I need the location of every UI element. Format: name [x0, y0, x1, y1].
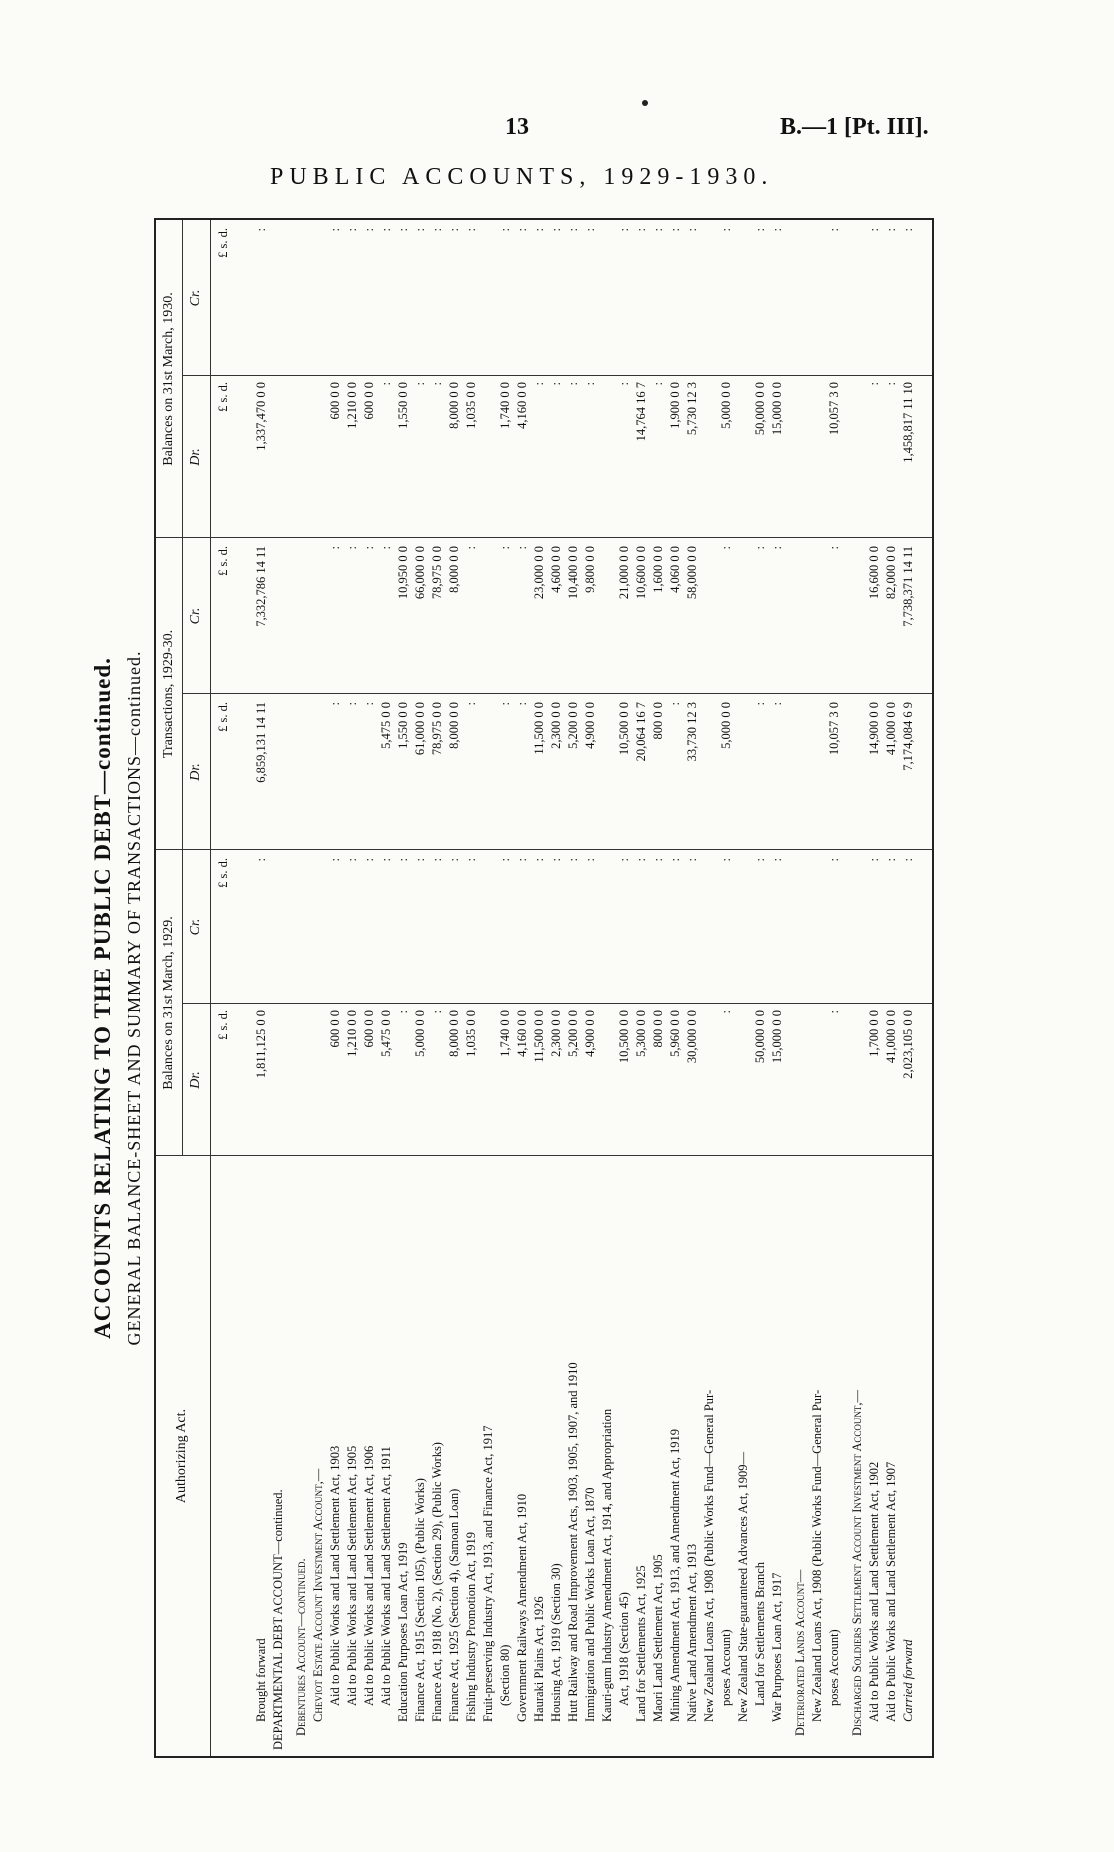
row-label: Finance Act, 1915 (Section 105), (Public Works) [413, 1478, 427, 1722]
cell-b30cr: : [651, 228, 665, 232]
row-label: (Section 80) [498, 1644, 512, 1706]
cell-b30dr: 1,740 0 0 [498, 382, 512, 429]
cell-b30dr: 5,730 12 3 [685, 382, 699, 436]
row-label: Aid to Public Works and Land Settlement Act, 1907 [884, 1461, 898, 1722]
table-row [827, 220, 841, 1756]
cell-tcr: 10,950 0 0 [396, 546, 410, 600]
table-row [668, 220, 682, 1756]
cell-b29cr: : [753, 858, 767, 862]
cell-b29dr: 5,300 0 0 [634, 1010, 648, 1057]
cell-b30dr: : [549, 382, 563, 386]
table-row [271, 220, 285, 1756]
cell-b29dr: 1,210 0 0 [345, 1010, 359, 1057]
cell-tcr: : [464, 546, 478, 550]
cell-b30cr: : [396, 228, 410, 232]
cell-tdr: 10,057 3 0 [827, 702, 841, 756]
row-label: Aid to Public Works and Land Settlement Act, 1903 [328, 1445, 342, 1706]
cell-b30dr: 1,337,470 0 0 [254, 382, 268, 451]
table-row [583, 220, 597, 1756]
table-row [396, 220, 410, 1756]
cell-tdr: 6,859,131 14 11 [254, 702, 268, 783]
row-label: Deteriorated Lands Account— [793, 1569, 807, 1736]
cell-b30cr: : [634, 228, 648, 232]
units-label: £ s. d. [216, 546, 230, 576]
cell-b29dr: 800 0 0 [651, 1010, 665, 1048]
cell-b30dr: : [566, 382, 580, 386]
cell-b29dr: 600 0 0 [362, 1010, 376, 1048]
cell-tcr: 16,600 0 0 [867, 546, 881, 600]
cell-b29cr: : [867, 858, 881, 862]
cell-tdr: : [328, 702, 342, 706]
header-transactions: Transactions, 1929-30. [161, 629, 176, 759]
cell-b29cr: : [583, 858, 597, 862]
table-row [901, 220, 915, 1756]
cell-tdr: : [498, 702, 512, 706]
cell-b30dr: 600 0 0 [362, 382, 376, 420]
cell-b30dr: 8,000 0 0 [447, 382, 461, 429]
cell-b30cr: : [430, 228, 444, 232]
cell-b30cr: : [328, 228, 342, 232]
cell-b29dr: 2,023,105 0 0 [901, 1010, 915, 1079]
cell-b30dr: 50,000 0 0 [753, 382, 767, 436]
cell-tcr: : [515, 546, 529, 550]
table-row [345, 220, 359, 1756]
row-label: poses Account) [827, 1629, 841, 1706]
cell-tdr: : [345, 702, 359, 706]
cell-b30cr: : [770, 228, 784, 232]
table-row [600, 220, 614, 1756]
balance-sheet-table [154, 218, 934, 1758]
row-label: Aid to Public Works and Land Settlement Act, 1902 [867, 1461, 881, 1722]
units-label: £ s. d. [216, 1010, 230, 1040]
table-row [294, 220, 308, 1756]
cell-b30cr: : [362, 228, 376, 232]
cell-tdr: : [362, 702, 376, 706]
cell-b29cr: : [447, 858, 461, 862]
row-label: Mining Amendment Act, 1913, and Amendment Act, 1919 [668, 1428, 682, 1722]
table-row [328, 220, 342, 1756]
row-label: Kauri-gum Industry Amendment Act, 1914, and Appropriation [600, 1408, 614, 1722]
cell-b29cr: : [532, 858, 546, 862]
units-label: £ s. d. [216, 382, 230, 412]
cell-b29dr: : [430, 1010, 444, 1014]
cell-b30dr: : [583, 382, 597, 386]
table-row [481, 220, 495, 1756]
cell-tdr: : [770, 702, 784, 706]
row-label: Land for Settlements Branch [753, 1561, 767, 1706]
row-label: poses Account) [719, 1629, 733, 1706]
header-cr: Cr. [188, 289, 203, 307]
header-authorizing-act: Authorizing Act. [174, 1408, 189, 1504]
cell-b29dr: : [396, 1010, 410, 1014]
cell-tdr: 33,730 12 3 [685, 702, 699, 762]
cell-b30dr: 15,000 0 0 [770, 382, 784, 436]
cell-b29cr: : [719, 858, 733, 862]
cell-tcr: : [328, 546, 342, 550]
header-dr: Dr. [188, 448, 203, 466]
cell-b30dr: 1,900 0 0 [668, 382, 682, 429]
cell-tdr: 7,174,084 6 9 [901, 702, 915, 771]
cell-b30cr: : [668, 228, 682, 232]
cell-b30cr: : [549, 228, 563, 232]
cell-b30cr: : [254, 228, 268, 232]
cell-b30cr: : [753, 228, 767, 232]
cell-b29cr: : [498, 858, 512, 862]
row-label: Fruit-preserving Industry Act, 1913, and Finance Act, 1917 [481, 1425, 495, 1722]
cell-b30dr: : [430, 382, 444, 386]
cell-tcr: : [498, 546, 512, 550]
table-row [566, 220, 580, 1756]
section-subtitle: GENERAL BALANCE-SHEET AND SUMMARY OF TRANSACTIONS—continued. [124, 650, 144, 1346]
cell-b29dr: 10,500 0 0 [617, 1010, 631, 1064]
cell-tcr: 4,060 0 0 [668, 546, 682, 593]
cell-tcr: : [379, 546, 393, 550]
cell-b30dr: 5,000 0 0 [719, 382, 733, 429]
cell-tdr: 8,000 0 0 [447, 702, 461, 749]
cell-b30cr: : [447, 228, 461, 232]
header-rule [210, 220, 211, 1756]
row-label: Aid to Public Works and Land Settlement Act, 1906 [362, 1445, 376, 1706]
cell-b30cr: : [532, 228, 546, 232]
row-label: Hutt Railway and Road Improvement Acts, 1903, 1905, 1907, and 1910 [566, 1362, 580, 1722]
units-label: £ s. d. [216, 702, 230, 732]
cell-b29dr: 5,200 0 0 [566, 1010, 580, 1057]
header-rule [182, 220, 183, 1156]
header-balances-1930: Balances on 31st March, 1930. [161, 292, 176, 466]
cell-b29dr: : [827, 1010, 841, 1014]
cell-b30dr: 1,035 0 0 [464, 382, 478, 429]
row-label: DEPARTMENTAL DEBT ACCOUNT—continued. [271, 1489, 285, 1750]
cell-b30cr: : [867, 228, 881, 232]
row-label: War Purposes Loan Act, 1917 [770, 1572, 784, 1722]
page-title: PUBLIC ACCOUNTS, 1929-1930. [270, 164, 774, 190]
cell-b29cr: : [430, 858, 444, 862]
cell-b30cr: : [901, 228, 915, 232]
cell-b29dr: 2,300 0 0 [549, 1010, 563, 1057]
row-label: Carried forward [901, 1639, 915, 1722]
ink-dot [642, 100, 648, 106]
row-label: Finance Act, 1918 (No. 2), (Section 29), (Public Works) [430, 1442, 444, 1722]
cell-b29dr: 4,900 0 0 [583, 1010, 597, 1057]
rotated-table-page [90, 218, 950, 1778]
cell-tdr: 78,975 0 0 [430, 702, 444, 756]
table-row [379, 220, 393, 1756]
row-label: Government Railways Amendment Act, 1910 [515, 1493, 529, 1722]
units-row [216, 220, 230, 1756]
cell-tcr: 10,400 0 0 [566, 546, 580, 600]
cell-b30cr: : [719, 228, 733, 232]
cell-tdr: 11,500 0 0 [532, 702, 546, 755]
table-row [254, 220, 268, 1756]
cell-tcr: 7,738,371 14 11 [901, 546, 915, 627]
cell-b29cr: : [396, 858, 410, 862]
cell-tcr: : [345, 546, 359, 550]
table-row [617, 220, 631, 1756]
cell-b30cr: : [685, 228, 699, 232]
cell-b29cr: : [827, 858, 841, 862]
cell-tdr: : [753, 702, 767, 706]
cell-b30dr: 1,458,817 11 10 [901, 382, 915, 463]
section-title: ACCOUNTS RELATING TO THE PUBLIC DEBT—continued. [90, 657, 115, 1339]
cell-b30dr: : [651, 382, 665, 386]
cell-tdr: 20,064 16 7 [634, 702, 648, 762]
table-row [850, 220, 864, 1756]
cell-b29cr: : [651, 858, 665, 862]
cell-b30dr: 14,764 16 7 [634, 382, 648, 442]
table-row [651, 220, 665, 1756]
table-row [362, 220, 376, 1756]
cell-tcr: : [827, 546, 841, 550]
cell-b29cr: : [617, 858, 631, 862]
row-label: Discharged Soldiers Settlement Account Investment Account,— [850, 1389, 864, 1736]
cell-tdr: 5,475 0 0 [379, 702, 393, 749]
units-label: £ s. d. [216, 858, 230, 888]
cell-b30cr: : [379, 228, 393, 232]
units-label: £ s. d. [216, 228, 230, 258]
cell-tcr: 66,000 0 0 [413, 546, 427, 600]
cell-b29cr: : [328, 858, 342, 862]
cell-tdr: : [668, 702, 682, 706]
cell-b29dr: 4,160 0 0 [515, 1010, 529, 1057]
cell-tcr: 23,000 0 0 [532, 546, 546, 600]
cell-b30dr: : [413, 382, 427, 386]
cell-tdr: 4,900 0 0 [583, 702, 597, 749]
cell-b30cr: : [827, 228, 841, 232]
row-label: Fishing Industry Promotion Act, 1919 [464, 1532, 478, 1722]
cell-b29dr: 8,000 0 0 [447, 1010, 461, 1057]
row-label: New Zealand Loans Act, 1908 (Public Works Fund—General Pur- [810, 1389, 824, 1722]
cell-b30cr: : [566, 228, 580, 232]
cell-b29dr: 5,475 0 0 [379, 1010, 393, 1057]
row-label: Housing Act, 1919 (Section 30) [549, 1563, 563, 1722]
cell-b29cr: : [345, 858, 359, 862]
cell-b29dr: 1,700 0 0 [867, 1010, 881, 1057]
cell-b29dr: 30,000 0 0 [685, 1010, 699, 1064]
cell-tcr: : [362, 546, 376, 550]
cell-tdr: 10,500 0 0 [617, 702, 631, 756]
cell-b30cr: : [413, 228, 427, 232]
cell-b29cr: : [901, 858, 915, 862]
cell-b29cr: : [413, 858, 427, 862]
table-row [753, 220, 767, 1756]
cell-tcr: 58,000 0 0 [685, 546, 699, 600]
page-number: 13 [505, 114, 529, 140]
row-label: New Zealand Loans Act, 1908 (Public Works Fund—General Pur- [702, 1389, 716, 1722]
cell-tcr: 10,600 0 0 [634, 546, 648, 600]
cell-tcr: 78,975 0 0 [430, 546, 444, 600]
row-label: Education Purposes Loan Act, 1919 [396, 1542, 410, 1722]
cell-b29cr: : [515, 858, 529, 862]
cell-b29cr: : [254, 858, 268, 862]
cell-b30dr: : [617, 382, 631, 386]
cell-b29dr: : [719, 1010, 733, 1014]
cell-tdr: : [515, 702, 529, 706]
table-row [634, 220, 648, 1756]
document-reference: B.—1 [Pt. III]. [780, 114, 929, 140]
row-label: Act, 1918 (Section 45) [617, 1592, 631, 1706]
table-row [532, 220, 546, 1756]
cell-b29dr: 600 0 0 [328, 1010, 342, 1048]
table-row [884, 220, 898, 1756]
cell-tcr: 8,000 0 0 [447, 546, 461, 593]
cell-b29dr: 41,000 0 0 [884, 1010, 898, 1064]
cell-tcr: 4,600 0 0 [549, 546, 563, 593]
row-label: Brought forward [254, 1638, 268, 1722]
table-row [867, 220, 881, 1756]
row-label: Hauraki Plains Act, 1926 [532, 1596, 546, 1722]
table-row [736, 220, 750, 1756]
cell-b30dr: : [532, 382, 546, 386]
cell-b30cr: : [583, 228, 597, 232]
cell-tdr: 800 0 0 [651, 702, 665, 740]
table-row [515, 220, 529, 1756]
cell-b30cr: : [464, 228, 478, 232]
table-row [498, 220, 512, 1756]
cell-b29cr: : [464, 858, 478, 862]
cell-tdr: 61,000 0 0 [413, 702, 427, 756]
cell-tcr: 9,800 0 0 [583, 546, 597, 593]
cell-b30dr: 1,550 0 0 [396, 382, 410, 429]
cell-tdr: 5,000 0 0 [719, 702, 733, 749]
cell-b29dr: 5,000 0 0 [413, 1010, 427, 1057]
cell-b29cr: : [379, 858, 393, 862]
row-label: Maori Land Settlement Act, 1905 [651, 1554, 665, 1722]
cell-b30dr: 4,160 0 0 [515, 382, 529, 429]
cell-b30dr: : [884, 382, 898, 386]
table-row [430, 220, 444, 1756]
row-label: New Zealand State-guaranteed Advances Act, 1909— [736, 1451, 750, 1722]
row-label: Immigration and Public Works Loan Act, 1870 [583, 1487, 597, 1722]
cell-b29dr: 1,740 0 0 [498, 1010, 512, 1057]
table-row [702, 220, 716, 1756]
header-dr: Dr. [188, 763, 203, 781]
table-row [413, 220, 427, 1756]
row-label: Debentures Account—continued. [294, 1558, 308, 1736]
cell-b29cr: : [566, 858, 580, 862]
cell-tdr: 5,200 0 0 [566, 702, 580, 749]
cell-b30dr: 600 0 0 [328, 382, 342, 420]
table-row [810, 220, 824, 1756]
cell-b30dr: 1,210 0 0 [345, 382, 359, 429]
cell-b30dr: : [379, 382, 393, 386]
cell-tdr: : [464, 702, 478, 706]
row-label: Aid to Public Works and Land Settlement Act, 1911 [379, 1446, 393, 1706]
table-row [447, 220, 461, 1756]
cell-b29dr: 5,960 0 0 [668, 1010, 682, 1057]
cell-tcr: : [719, 546, 733, 550]
row-label: Finance Act, 1925 (Section 4), (Samoan Loan) [447, 1488, 461, 1722]
cell-b30cr: : [884, 228, 898, 232]
row-label: Land for Settlements Act, 1925 [634, 1565, 648, 1722]
cell-b29dr: 11,500 0 0 [532, 1010, 546, 1063]
cell-b30dr: : [867, 382, 881, 386]
row-label: Native Land Amendment Act, 1913 [685, 1543, 699, 1722]
cell-b29dr: 1,811,125 0 0 [254, 1010, 268, 1079]
header-cr: Cr. [188, 607, 203, 625]
cell-tcr: : [770, 546, 784, 550]
cell-tdr: 41,000 0 0 [884, 702, 898, 756]
cell-b29cr: : [362, 858, 376, 862]
cell-b29cr: : [685, 858, 699, 862]
row-label: Aid to Public Works and Land Settlement Act, 1905 [345, 1445, 359, 1706]
table-row [311, 220, 325, 1756]
cell-b29dr: 1,035 0 0 [464, 1010, 478, 1057]
cell-b30dr: 10,057 3 0 [827, 382, 841, 436]
cell-b29cr: : [668, 858, 682, 862]
header-balances-1929: Balances on 31st March, 1929. [161, 916, 176, 1090]
cell-tdr: 2,300 0 0 [549, 702, 563, 749]
cell-b29cr: : [634, 858, 648, 862]
table-row [719, 220, 733, 1756]
cell-b30cr: : [515, 228, 529, 232]
table-row [793, 220, 807, 1756]
cell-tdr: 14,900 0 0 [867, 702, 881, 756]
cell-b29cr: : [884, 858, 898, 862]
cell-tdr: 1,550 0 0 [396, 702, 410, 749]
header-cr: Cr. [188, 918, 203, 936]
cell-b29cr: : [549, 858, 563, 862]
cell-tcr: 7,332,786 14 11 [254, 546, 268, 627]
cell-tcr: 82,000 0 0 [884, 546, 898, 600]
cell-b30cr: : [498, 228, 512, 232]
cell-tcr: : [753, 546, 767, 550]
table-row [549, 220, 563, 1756]
header-dr: Dr. [188, 1071, 203, 1089]
cell-b29dr: 15,000 0 0 [770, 1010, 784, 1064]
cell-b29cr: : [770, 858, 784, 862]
cell-b29dr: 50,000 0 0 [753, 1010, 767, 1064]
table-row [770, 220, 784, 1756]
cell-b30cr: : [345, 228, 359, 232]
cell-tcr: 21,000 0 0 [617, 546, 631, 600]
cell-tcr: 1,600 0 0 [651, 546, 665, 593]
row-label: Cheviot Estate Account Investment Account,— [311, 1468, 325, 1722]
table-row [685, 220, 699, 1756]
cell-b30cr: : [617, 228, 631, 232]
table-row [464, 220, 478, 1756]
